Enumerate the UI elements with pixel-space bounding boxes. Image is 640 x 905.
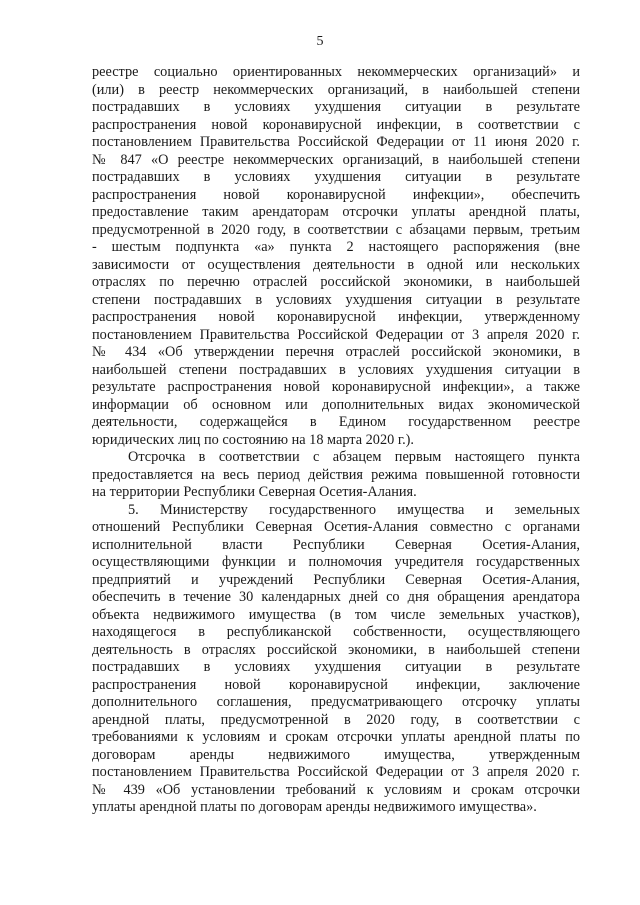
paragraph-3 — [92, 502, 580, 817]
text-line: результате распространения новой коронавирусной инфекции», а также — [92, 379, 580, 395]
text-line: распространения новой коронавирусной инфекции, заключение — [92, 676, 580, 693]
text-line: распространения новой коронавирусной инфекции, в соответствии с — [92, 116, 580, 133]
text-line: информации об основном или дополнительных видах экономической — [92, 396, 580, 413]
text-line: распространения новой коронавирусной инфекции», обеспечить — [92, 186, 580, 203]
text-line: постановлением Правительства Российской Федерации от 3 апреля 2020 г. — [92, 326, 580, 343]
text-line: реестре социально ориентированных некоммерческих организаций» и — [92, 64, 580, 80]
text-line: Отсрочка в соответствии с абзацем первым настоящего пункта — [128, 449, 580, 465]
text-line: находящегося в республиканской собственности, осуществляющего — [92, 624, 580, 640]
text-line: деятельности, содержащейся в Едином государственном реестре — [92, 414, 580, 430]
text-line: пострадавших в условиях ухудшения ситуации в результате — [92, 99, 580, 115]
text-line: постановлением Правительства Российской Федерации от 11 июня 2020 г. — [92, 134, 580, 150]
page-number: 5 — [316, 34, 324, 49]
text-line: (или) в реестр некоммерческих организаций, в наибольшей степени — [92, 81, 580, 98]
text-line: отраслях по перечню отраслей российской экономики, в наибольшей — [92, 274, 580, 290]
text-line: обеспечить в течение 30 календарных дней со дня обращения арендатора — [92, 589, 580, 605]
text-line: 5. Министерству государственного имущества и земельных — [128, 501, 580, 518]
text-line: уплаты арендной платы по договорам аренды недвижимого имущества». — [92, 799, 537, 815]
text-line: предоставление таким арендаторам отсрочки уплаты арендной платы, — [92, 204, 580, 220]
document-body — [92, 64, 580, 817]
text-line: предусмотренной в 2020 году, в соответствии с абзацами первым, третьим — [92, 221, 580, 238]
text-line: наибольшей степени пострадавших в условиях ухудшения ситуации в — [92, 361, 580, 378]
text-line: требованиями к условиям и срокам отсрочки уплаты арендной платы по — [92, 729, 580, 745]
text-line: исполнительной власти Республики Северная Осетия-Алания, — [92, 536, 580, 553]
text-line: степени пострадавших в условиях ухудшения ситуации в результате — [92, 291, 580, 308]
text-line: пострадавших в условиях ухудшения ситуации в результате — [92, 169, 580, 185]
text-line: на территории Республики Северная Осетия-Алания. — [92, 484, 417, 500]
paragraph-2 — [92, 449, 580, 502]
text-line: предоставляется на весь период действия режима повышенной готовности — [92, 466, 580, 483]
text-line: объекта недвижимого имущества (в том числе земельных участков), — [92, 606, 580, 623]
text-line: зависимости от осуществления деятельности в одной или нескольких — [92, 256, 580, 273]
text-line: отношений Республики Северная Осетия-Алания совместно с органами — [92, 519, 580, 535]
text-line: дополнительного соглашения, предусматривающего отсрочку уплаты — [92, 694, 580, 710]
text-line: договорам аренды недвижимого имущества, утвержденным — [92, 746, 580, 763]
text-line: юридических лиц по состоянию на 18 марта 2020 г.). — [92, 431, 414, 448]
text-line: № 434 «Об утверждении перечня отраслей российской экономики, в — [92, 344, 580, 360]
text-line: № 439 «Об установлении требований к условиям и срокам отсрочки — [92, 781, 580, 798]
text-line: № 847 «О реестре некоммерческих организаций, в наибольшей степени — [92, 151, 580, 168]
text-line: - шестым подпункта «а» пункта 2 настоящего распоряжения (вне — [92, 239, 580, 255]
text-line: деятельность в отраслях российской экономики, в наибольшей степени — [92, 641, 580, 658]
paragraph-1 — [92, 64, 580, 449]
text-line: арендной платы, предусмотренной в 2020 году, в соответствии с — [92, 711, 580, 728]
text-line: постановлением Правительства Российской Федерации от 3 апреля 2020 г. — [92, 764, 580, 780]
text-line: осуществляющими функции и полномочия учредителя государственных — [92, 554, 580, 570]
text-line: пострадавших в условиях ухудшения ситуации в результате — [92, 659, 580, 675]
text-line: предприятий и учреждений Республики Северная Осетия-Алания, — [92, 571, 580, 588]
text-line: распространения новой коронавирусной инфекции, утвержденному — [92, 309, 580, 325]
